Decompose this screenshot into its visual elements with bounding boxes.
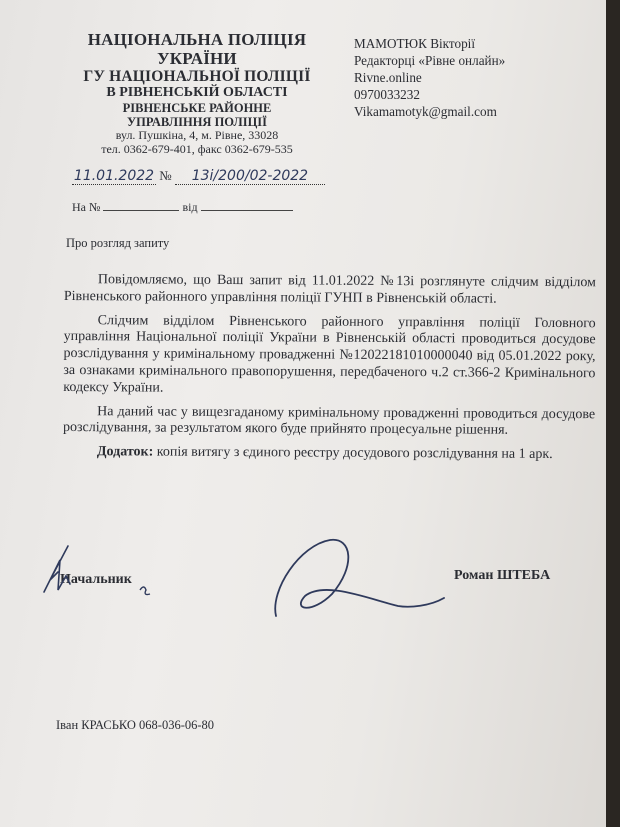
recipient-block [354, 36, 574, 120]
recipient-email: Vikamamotyk@gmail.com [354, 103, 497, 119]
body-paragraph-2: Слідчим відділом Рівненського районного управління поліції Головного управління Національної поліції України в Рівненській області проводиться досудове розслідування у кримінальному провадженні №12022181010000040 від 05.01.2022 року, за ознаками кримінального правопорушення, передбаченого ч.2 ст.366-2 Кримінального кодексу України. [63, 312, 596, 396]
attachment-text: копія витягу з єдиного реєстру досудового розслідування на 1 арк. [153, 444, 553, 463]
recipient-site: Rivne.online [354, 69, 422, 85]
recipient-name: МАМОТЮК Вікторії [354, 36, 475, 51]
registration-number: 13і/200/02-2022 [175, 168, 325, 185]
letter-subject: Про розгляд запиту [66, 236, 170, 250]
recipient-phone: 0970033232 [354, 86, 420, 102]
letterhead-address: вул. Пушкіна, 4, м. Рівне, 33028 [115, 128, 279, 143]
letter-body [63, 272, 596, 471]
reference-number-blank [103, 200, 179, 211]
reference-line [72, 200, 293, 215]
attachment-note [63, 444, 595, 464]
letterhead-line-4: В РІВНЕНСЬКІЙ ОБЛАСТІ [106, 85, 288, 101]
signatory-name: Роман ШТЕБА [454, 568, 551, 583]
body-paragraph-1: Повідомляємо, що Ваш запит від 11.01.2022 №13і розглянуте слідчим відділом Рівненського районного управління поліції ГУНП в Рівненській області. [63, 272, 596, 307]
body-paragraph-3: На даний час у вищезгаданому кримінальному провадженні проводиться досудове розслідування, за результатом якого буде прийнято процесуальне рішення. [63, 403, 596, 439]
main-signature-stroke [275, 540, 444, 616]
letterhead-phone: тел. 0362-679-401, факс 0362-679-535 [101, 141, 293, 156]
letterhead-line-6: УПРАВЛІННЯ ПОЛІЦІЇ [126, 115, 268, 130]
registration-line [72, 168, 342, 185]
recipient-role: Редакторці «Рівне онлайн» [354, 52, 506, 68]
attachment-label: Додаток: [96, 444, 154, 460]
letterhead-line-2: УКРАЇНИ [157, 49, 237, 69]
reference-date-blank [201, 200, 293, 211]
letterhead-line-3: ГУ НАЦІОНАЛЬНОЇ ПОЛІЦІЇ [83, 68, 311, 86]
reference-na-label: На № [72, 200, 101, 214]
initials-mark [140, 587, 150, 595]
registration-number-sign: № [159, 168, 172, 183]
letterhead-line-1: НАЦІОНАЛЬНА ПОЛІЦІЯ [87, 30, 307, 49]
registration-date: 11.01.2022 [73, 168, 155, 184]
executor-contact: Іван КРАСЬКО 068-036-06-80 [56, 718, 215, 732]
letterhead-line-5: РІВНЕНСЬКЕ РАЙОННЕ [122, 101, 272, 116]
reference-vid-label: від [182, 200, 198, 214]
signatory-title: Начальник [60, 572, 132, 587]
sender-letterhead [52, 30, 342, 156]
